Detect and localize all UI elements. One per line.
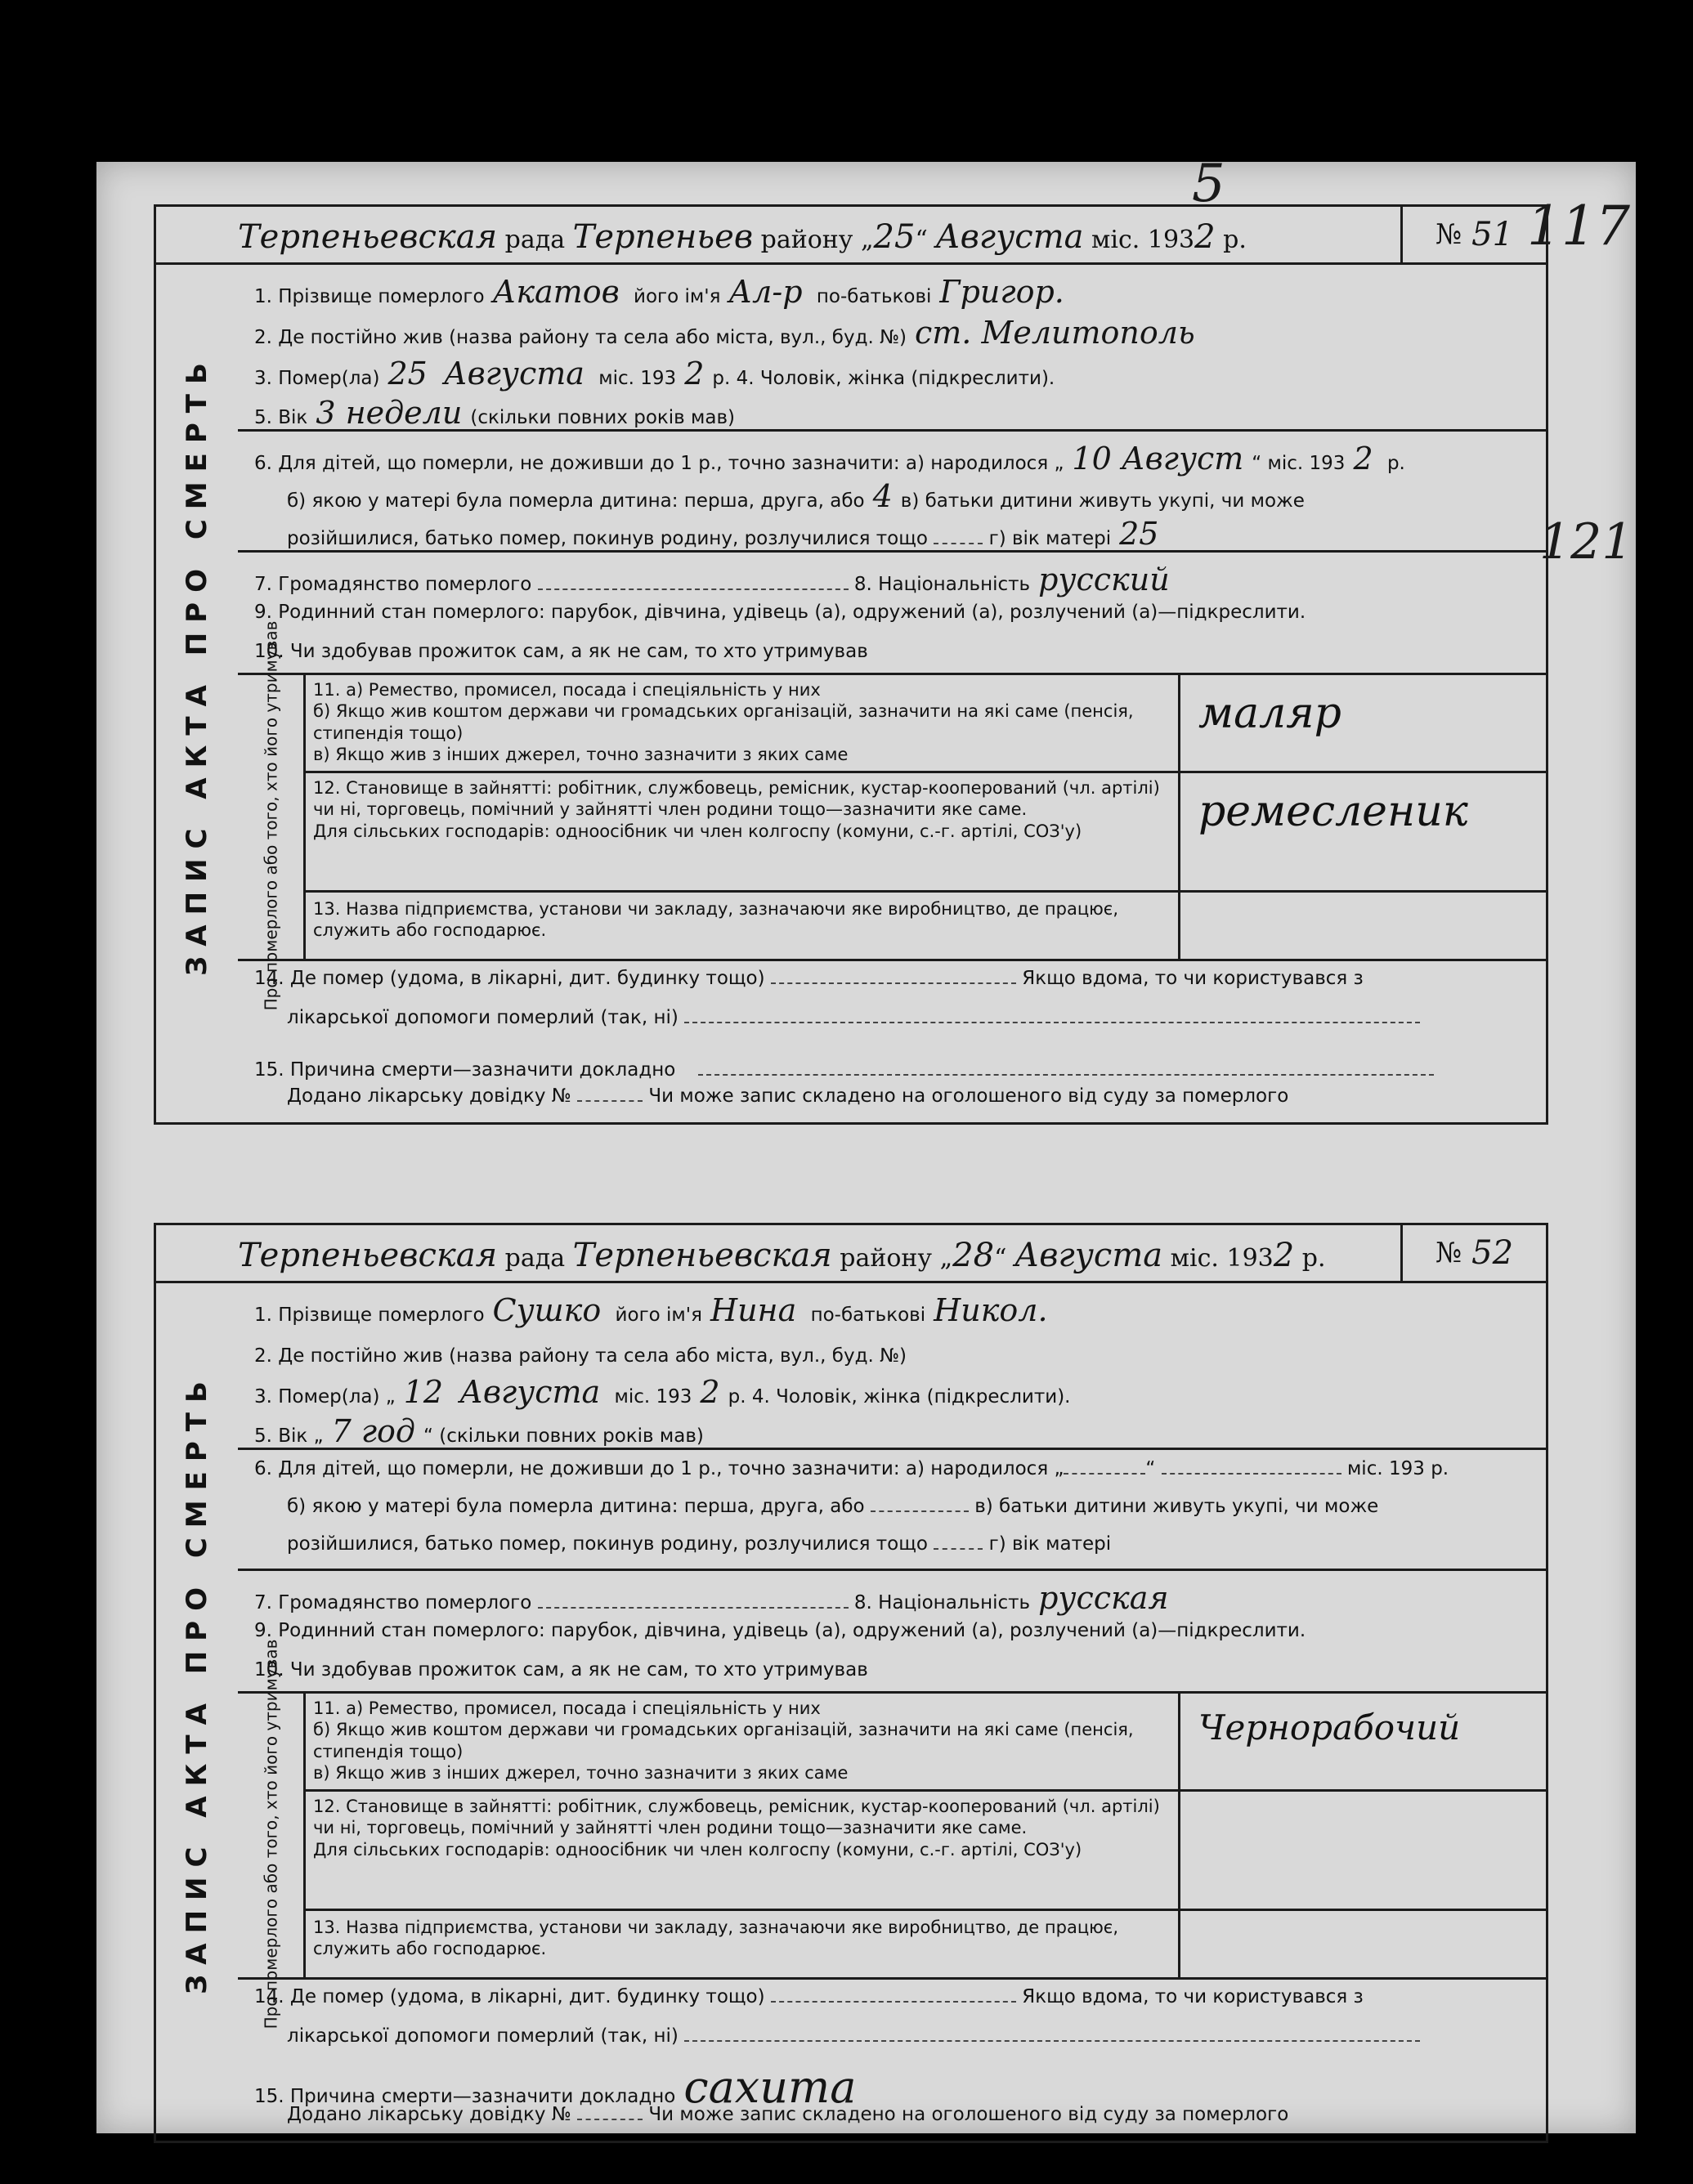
line-6b: б) якою у матері була померла дитина: перша, друга, або в) батьки дитини живуть укупі, чи може xyxy=(287,1496,1379,1517)
death-record-2 xyxy=(154,1223,1548,2143)
page-mark-right: 117 xyxy=(1527,195,1630,257)
line-14b: лікарської допомоги померлий (так, ні) xyxy=(287,1006,1530,1031)
born-date: 10 Август xyxy=(1072,441,1244,477)
line-9: 9. Родинний стан померлого: парубок, дівчина, удівець (а), одружений (а), розлучений (а)—підкреслити. xyxy=(254,1620,1306,1641)
record-number: 51 xyxy=(1471,216,1514,253)
line-6c: розійшилися, батько помер, покинув родину, розлучилися тощо г) вік матері xyxy=(287,1533,1112,1555)
nationality: русская xyxy=(1038,1580,1169,1616)
line-6c: розійшилися, батько помер, покинув родину, розлучилися тощо г) вік матері 25 xyxy=(287,516,1159,552)
line-7: 7. Громадянство померлого 8. Національність русская xyxy=(254,1580,1169,1616)
line-16: Додано лікарську довідку № Чи може запис складено на оголошеного від суду за померлого xyxy=(287,2104,1289,2125)
q13: 13. Назва підприємства, установи чи закладу, зазначаючи яке виробництво, де працює, служить або господарює. xyxy=(313,1918,1118,1959)
patronymic: Никол. xyxy=(934,1292,1048,1328)
line-1: 1. Прізвище померлого Акатов його ім'я Ал-р по-батькові Григор. xyxy=(254,274,1064,310)
occupation: Чернорабочий xyxy=(1198,1707,1461,1748)
record-month: Августа xyxy=(935,218,1084,256)
document-sheet xyxy=(96,154,1636,2133)
occupation: маляр xyxy=(1198,689,1341,738)
line-15: 15. Причина смерти—зазначити докладно сахита xyxy=(254,2061,857,2113)
line-3: 3. Помер(ла) „ 12 Августа міс. 193 2 р. 4. Чоловік, жінка (підкреслити). xyxy=(254,1374,1071,1410)
residence: ст. Мелитополь xyxy=(914,315,1195,351)
died-month: Августа xyxy=(443,356,584,392)
q11: 11. а) Ремество, промисел, посада і спеціяльність у них б) Якщо жив коштом держави чи громадських організацій, зазначити на які саме (пенсія, стипендія тощо) в) Якщо жив з інших джерел, точно зазначити з яких саме xyxy=(313,1698,1134,1783)
line-2: 2. Де постійно жив (назва району та села або міста, вул., буд. №) ст. Мелитополь xyxy=(254,315,1195,351)
record-header: Терпеньевская рада Терпеньев району „25“ Августа міс. 1932 р. № 51 xyxy=(156,207,1546,265)
line-10: 10. Чи здобував прожиток сам, а як не сам, то хто утримував xyxy=(254,641,868,662)
line-5: 5. Вік „ 7 год “ (скільки повних років мав) xyxy=(254,1413,704,1449)
line-2: 2. Де постійно жив (назва району та села або міста, вул., буд. №) xyxy=(254,1345,907,1367)
line-14b: лікарської допомоги померлий (так, ні) xyxy=(287,2025,1530,2049)
line-6a: 6. Для дітей, що померли, не доживши до 1 р., точно зазначити: а) народилося „ “ міс. 193 р. xyxy=(254,1458,1449,1479)
record-side-title: ЗАПИС АКТА ПРО СМЕРТЬ xyxy=(181,1372,213,1994)
status: ремесленик xyxy=(1198,787,1468,836)
age: 3 недели xyxy=(316,395,463,431)
record-number: 52 xyxy=(1471,1234,1514,1272)
age: 7 год xyxy=(331,1413,415,1449)
line-9: 9. Родинний стан померлого: парубок, дівчина, удівець (а), одружений (а), розлучений (а)—підкреслити. xyxy=(254,602,1306,623)
q13: 13. Назва підприємства, установи чи закладу, зазначаючи яке виробництво, де працює, служить або господарює. xyxy=(313,899,1118,941)
record-side-title: ЗАПИС АКТА ПРО СМЕРТЬ xyxy=(181,353,213,976)
raion-name: Терпеньевская xyxy=(572,1237,832,1274)
line-6a: 6. Для дітей, що померли, не доживши до 1 р., точно зазначити: а) народилося „ 10 Август “ міс. 193 2 р. xyxy=(254,441,1405,477)
first-name: Ал-р xyxy=(728,274,803,310)
record-number-box: № 51 xyxy=(1400,207,1546,262)
record-number-box: № 52 xyxy=(1400,1225,1546,1281)
q11: 11. а) Ремество, промисел, посада і спеціяльність у них б) Якщо жив коштом держави чи громадських організацій, зазначити на які саме (пенсія, стипендія тощо) в) Якщо жив з інших джерел, точно зазначити з яких саме xyxy=(313,680,1134,764)
page-mark-right-mid: 121 xyxy=(1539,513,1633,571)
record-header: Терпеньевская рада Терпеньевская району „28“ Августа міс. 1932 р. № 52 xyxy=(156,1225,1546,1283)
side-label: Про померлого або того, хто його утримував xyxy=(238,1691,306,1977)
line-16: Додано лікарську довідку № Чи може запис складено на оголошеного від суду за померлого xyxy=(287,1085,1289,1107)
line-3: 3. Помер(ла) 25 Августа міс. 193 2 р. 4. Чоловік, жінка (підкреслити). xyxy=(254,356,1055,392)
nationality: русский xyxy=(1038,562,1170,597)
q12: 12. Становище в зайнятті: робітник, службовець, ремісник, кустар-кооперований (чл. артілі) чи ні, торговець, помічний у зайнятті член родини тощо—зазначити яке саме. Для сільських господарів: одноосібник чи член колгоспу (комуни, с.-г. артілі, СОЗ'у) xyxy=(313,1797,1160,1860)
rada-name: Терпеньевская xyxy=(238,218,498,256)
surname: Акатов xyxy=(492,274,620,310)
patronymic: Григор. xyxy=(939,274,1064,310)
line-5: 5. Вік 3 недели (скільки повних років мав) xyxy=(254,395,736,431)
line-14: 14. Де помер (удома, в лікарні, дит. будинку тощо) Якщо вдома, то чи користувався з xyxy=(254,968,1364,989)
q12: 12. Становище в зайнятті: робітник, службовець, ремісник, кустар-кооперований (чл. артілі) чи ні, торговець, помічний у зайнятті член родини тощо—зазначити яке саме. Для сільських господарів: одноосібник чи член колгоспу (комуни, с.-г. артілі, СОЗ'у) xyxy=(313,778,1160,841)
line-1: 1. Прізвище померлого Сушко його ім'я Нина по-батькові Никол. xyxy=(254,1292,1048,1328)
death-record-1 xyxy=(154,204,1548,1125)
line-6b: б) якою у матері була померла дитина: перша, друга, або 4 в) батьки дитини живуть укупі, чи може xyxy=(287,478,1305,514)
cause-of-death: сахита xyxy=(683,2061,857,2113)
line-10: 10. Чи здобував прожиток сам, а як не сам, то хто утримував xyxy=(254,1659,868,1681)
page-mark-top: 5 xyxy=(1192,154,1225,214)
rada-name: Терпеньевская xyxy=(238,1237,498,1274)
line-15: 15. Причина смерти—зазначити докладно xyxy=(254,1045,1530,1085)
surname: Сушко xyxy=(492,1292,602,1328)
side-label: Про померлого або того, хто його утримував xyxy=(238,673,306,959)
line-14: 14. Де помер (удома, в лікарні, дит. будинку тощо) Якщо вдома, то чи користувався з xyxy=(254,1986,1364,2007)
record-day: 25 xyxy=(873,218,916,256)
first-name: Нина xyxy=(710,1292,797,1328)
line-7: 7. Громадянство померлого 8. Національність русский xyxy=(254,562,1170,597)
raion-name: Терпеньев xyxy=(572,218,754,256)
